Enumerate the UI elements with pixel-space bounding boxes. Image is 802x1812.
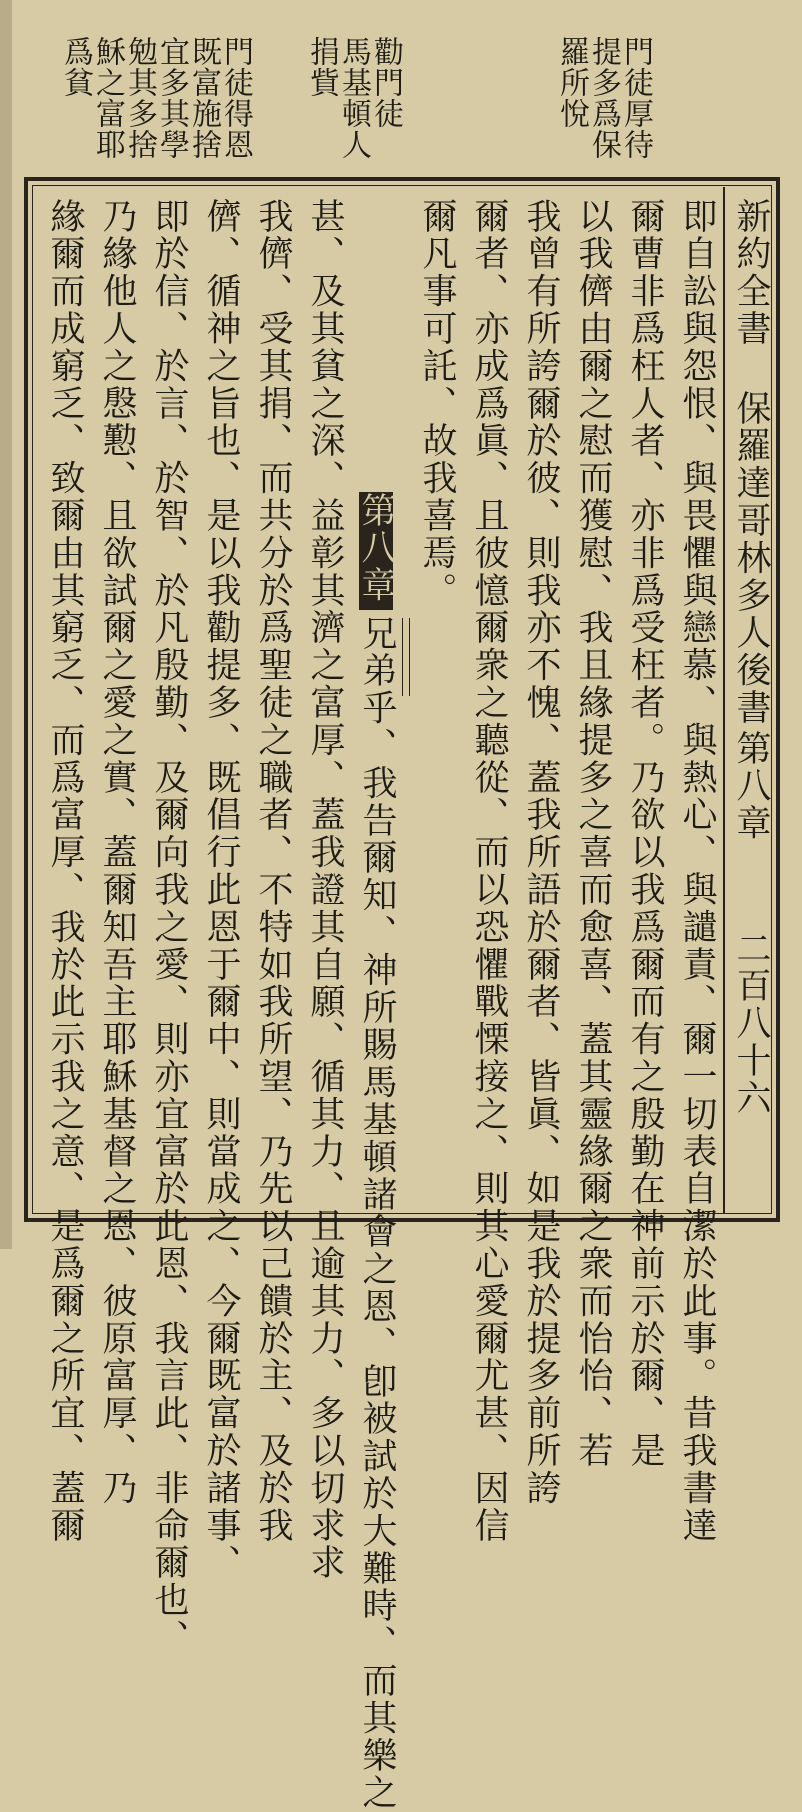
- text-column: 以我儕由爾之慰而獲慰、我且緣提多之喜而愈喜、蓋其靈緣爾之衆而怡怡、若: [573, 198, 613, 1470]
- text-column: 我曾有所誇爾於彼、則我亦不愧、蓋我所語於爾者、皆眞、如是我於提多前所誇: [521, 198, 561, 1507]
- running-head-rule: [723, 187, 725, 1213]
- text-column: 兄弟乎、我告爾知、神所賜馬基頓諸會之恩、卽被試於大難時、而其樂之: [357, 615, 397, 1812]
- header-note: 勉其多捨: [122, 36, 157, 160]
- text-column: 乃緣他人之慇懃、且欲試爾之愛之實、蓋爾知吾主耶穌基督之恩、彼原富厚、乃: [97, 198, 137, 1507]
- header-note: 門徒得恩: [218, 36, 253, 160]
- header-note: 宜多其學: [154, 36, 189, 160]
- text-column: 爾凡事可託、故我喜焉。: [417, 198, 457, 610]
- header-note: 馬基頓人: [336, 36, 371, 160]
- text-column: 即於信、於言、於智、於凡殷勤、及爾向我之愛、則亦宜富於此恩、我言此、非命爾也、: [149, 198, 189, 1657]
- header-note: 門徒厚待: [618, 36, 653, 160]
- header-note: 羅所悅: [554, 36, 589, 129]
- running-head-chapter: 第八章: [731, 730, 771, 843]
- header-note: 捐貲: [304, 36, 339, 98]
- text-column: 爾者、亦成爲眞、且彼憶爾衆之聽從、而以恐懼戰慄接之、則其心愛爾尤甚、因信: [469, 198, 509, 1545]
- running-head-book: 新約全書: [731, 198, 771, 348]
- running-head-title: 保羅達哥林多人後書: [731, 390, 771, 727]
- chapter-heading: [356, 492, 396, 610]
- proper-name-mark: [402, 618, 410, 696]
- text-column: 緣爾而成窮乏、致爾由其窮乏、而爲富厚、我於此示我之意、是爲爾之所宜、蓋爾: [45, 198, 85, 1545]
- header-note: 提多爲保: [586, 36, 621, 160]
- text-column: 儕、循神之旨也、是以我勸提多、既倡行此恩于爾中、則當成之、今爾既富於諸事、: [201, 198, 241, 1582]
- header-note: 勸門徒: [368, 36, 403, 129]
- header-note: 爲貧: [58, 36, 93, 98]
- page-edge: [0, 0, 12, 1249]
- text-column: 甚、及其貧之深、益彰其濟之富厚、蓋我證其自願、循其力、且逾其力、多以切求求: [305, 198, 345, 1582]
- text-column: 爾曹非爲枉人者、亦非爲受枉者。乃欲以我爲爾而有之殷勤在神前示於爾、是: [625, 198, 665, 1470]
- header-note: 穌之富耶: [90, 36, 125, 160]
- header-note: 既富施捨: [186, 36, 221, 160]
- chapter-heading-text: 第八章: [356, 492, 396, 605]
- page-number: 二百八十六: [731, 930, 771, 1117]
- text-column: 我儕、受其捐、而共分於爲聖徒之職者、不特如我所望、乃先以己饋於主、及於我: [253, 198, 293, 1545]
- text-column: 即自訟與怨恨、與畏懼與戀慕、與熱心、與譴責、爾一切表自潔於此事。昔我書達: [677, 198, 717, 1545]
